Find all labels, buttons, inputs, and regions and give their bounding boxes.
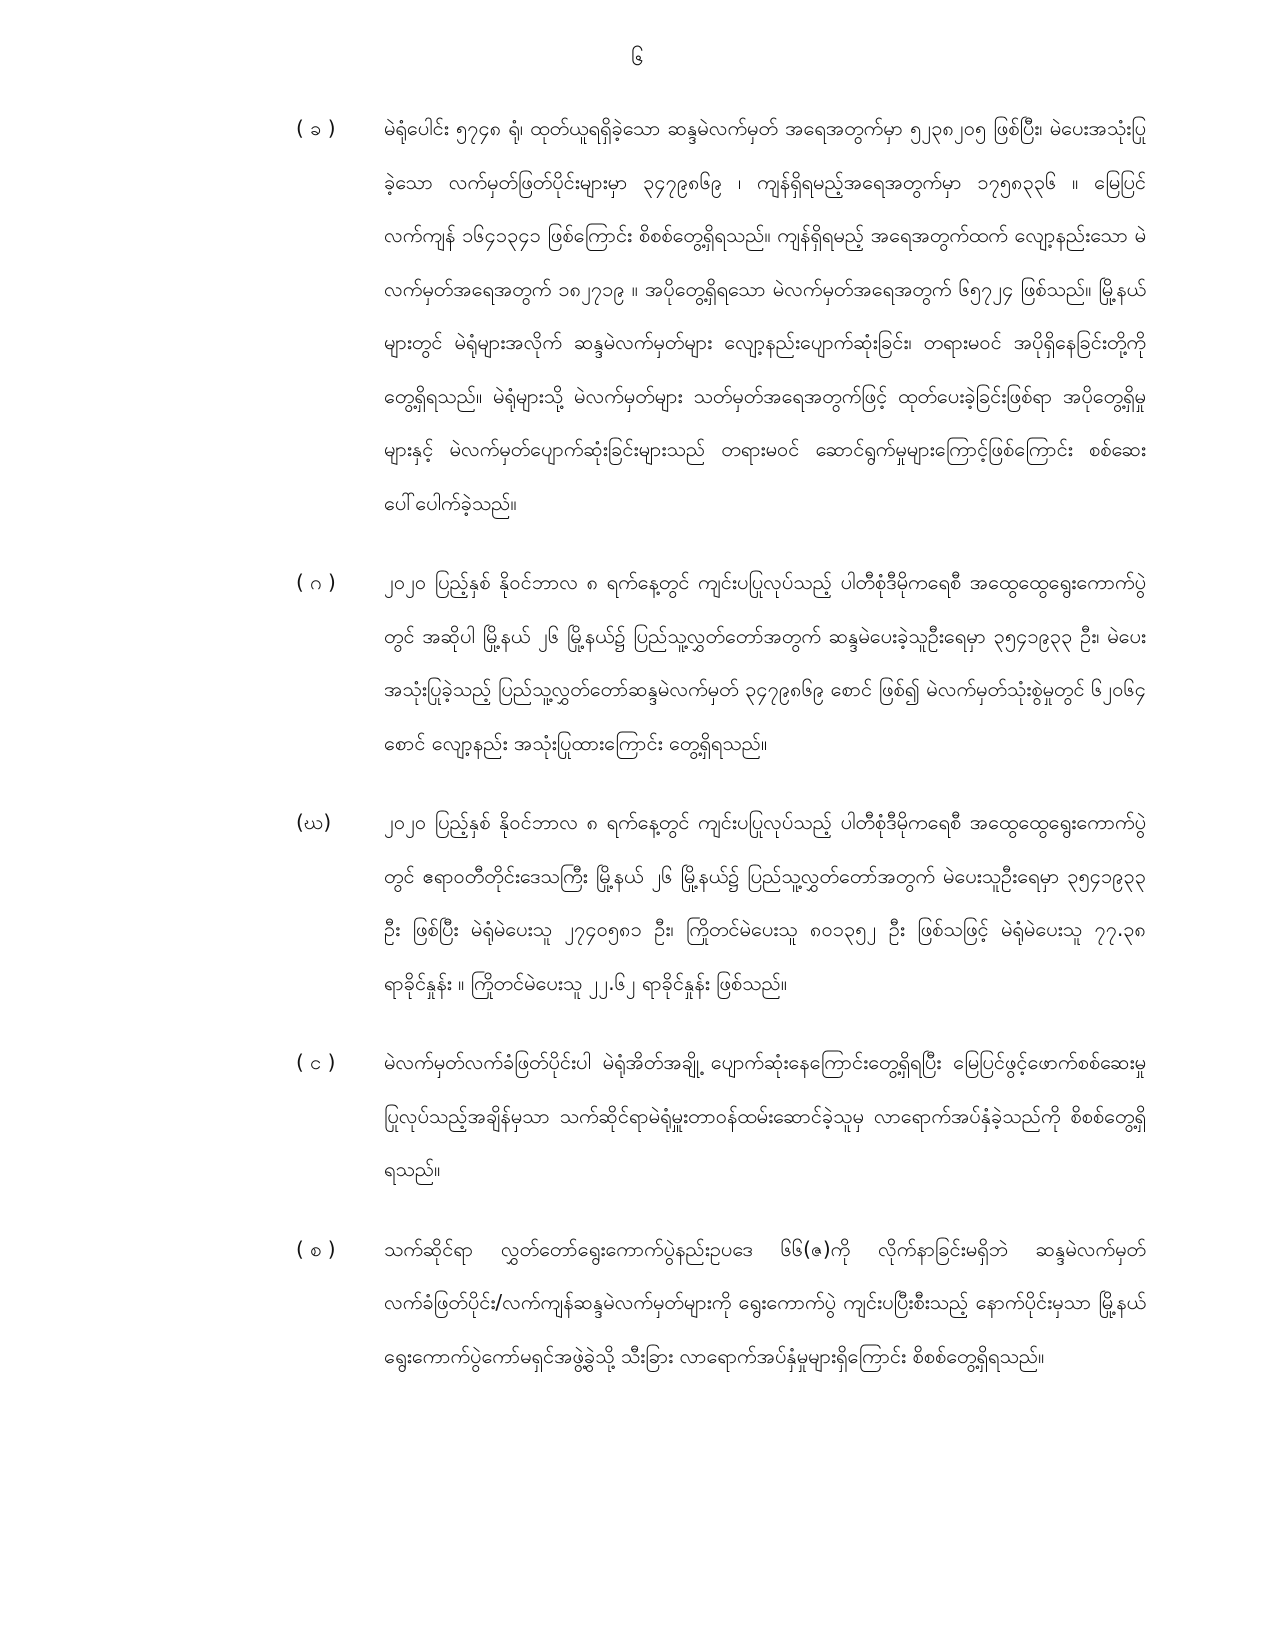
list-item-gha (0, 796, 1275, 1010)
item-label: ( ခ ) (296, 116, 336, 140)
item-paragraph: ၂၀၂၀ ပြည့်နှစ် နိုဝင်ဘာလ ၈ ရက်နေ့တွင် ကျင်းပပြုလုပ်သည့် ပါတီစုံဒီမိုကရေစီ အထွေထွေရွေးကောက်ပွဲတွင် ဧရာဝတီတိုင်းဒေသကြီး မြို့နယ် ၂၆ မြို့နယ်၌ ပြည်သူ့လွှတ်တော်အတွက် မဲပေးသူဦးရေမှာ ၃၅၄၁၉၃၃ ဦး ဖြစ်ပြီး မဲရုံမဲပေးသူ ၂၇၄၀၅၈၁ ဦး၊ ကြိုတင်မဲပေးသူ ၈၀၁၃၅၂ ဦး ဖြစ်သဖြင့် မဲရုံမဲပေးသူ ၇၇.၃၈ ရာခိုင်နှုန်း ။ ကြိုတင်မဲပေးသူ ၂၂.၆၂ ရာခိုင်နှုန်း ဖြစ်သည်။ (384, 810, 1146, 995)
item-label: ( င ) (296, 1050, 336, 1074)
list-item-sa (0, 1223, 1275, 1384)
list-item-kha (0, 102, 1275, 530)
item-paragraph: ၂၀၂၀ ပြည့်နှစ် နိုဝင်ဘာလ ၈ ရက်နေ့တွင် ကျင်းပပြုလုပ်သည့် ပါတီစုံဒီမိုကရေစီ အထွေထွေရွေးကောက်ပွဲတွင် အဆိုပါ မြို့နယ် ၂၆ မြို့နယ်၌ ပြည်သူ့လွှတ်တော်အတွက် ဆန္ဒမဲပေးခဲ့သူဦးရေမှာ ၃၅၄၁၉၃၃ ဦး၊ မဲပေးအသုံးပြုခဲ့သည့် ပြည်သူ့လွှတ်တော်ဆန္ဒမဲလက်မှတ် ၃၄၇၉၈၆၉ စောင် ဖြစ်၍ မဲလက်မှတ်သုံးစွဲမှုတွင် ၆၂၀၆၄ စောင် လျော့နည်း အသုံးပြုထားကြောင်း တွေ့ရှိရသည်။ (384, 570, 1146, 755)
page-number: ၆ (631, 46, 644, 71)
item-label: ( စ ) (296, 1236, 336, 1261)
list-item-nga (0, 1036, 1275, 1197)
item-label: (ဃ) (296, 810, 332, 834)
item-paragraph: မဲလက်မှတ်လက်ခံဖြတ်ပိုင်းပါ မဲရုံအိတ်အချို့ ပျောက်ဆုံးနေကြောင်းတွေ့ရှိရပြီး မြေပြင်ဖွင့်ဖောက်စစ်ဆေးမှု ပြုလုပ်သည့်အချိန်မှသာ သက်ဆိုင်ရာမဲရုံမှူးတာဝန်ထမ်းဆောင်ခဲ့သူမှ လာရောက်အပ်နှံခဲ့သည်ကို စိစစ်တွေ့ရှိရသည်။ (384, 1050, 1146, 1181)
item-label: ( ဂ ) (296, 570, 336, 594)
item-paragraph: မဲရုံပေါင်း ၅၇၄၈ ရုံ၊ ထုတ်ယူရရှိခဲ့သော ဆန္ဒမဲလက်မှတ် အရေအတွက်မှာ ၅၂၃၈၂၀၅ ဖြစ်ပြီး၊ မဲပေးအသုံးပြုခဲ့သော လက်မှတ်ဖြတ်ပိုင်းများမှာ ၃၄၇၉၈၆၉ ၊ ကျန်ရှိရမည့်အရေအတွက်မှာ ၁၇၅၈၃၃၆ ။ မြေပြင်လက်ကျန် ၁၆၄၁၃၄၁ ဖြစ်ကြောင်း စိစစ်တွေ့ရှိရသည်။ ကျန်ရှိရမည့် အရေအတွက်ထက် လျော့နည်းသော မဲလက်မှတ်အရေအတွက် ၁၈၂၇၁၉ ။ အပိုတွေ့ရှိရသော မဲလက်မှတ်အရေအတွက် ၆၅၇၂၄ ဖြစ်သည်။ မြို့နယ်များတွင် မဲရုံများအလိုက် ဆန္ဒမဲလက်မှတ်များ လျော့နည်းပျောက်ဆုံးခြင်း၊ တရားမဝင် အပိုရှိနေခြင်းတို့ကို တွေ့ရှိရသည်။ မဲရုံများသို့ မဲလက်မှတ်များ သတ်မှတ်အရေအတွက်ဖြင့် ထုတ်ပေးခဲ့ခြင်းဖြစ်ရာ အပိုတွေ့ရှိမှုများနှင့် မဲလက်မှတ်ပျောက်ဆုံးခြင်းများသည် တရားမဝင် ဆောင်ရွက်မှုများကြောင့်ဖြစ်ကြောင်း စစ်ဆေးပေါ်ပေါက်ခဲ့သည်။ (384, 116, 1146, 515)
item-paragraph: သက်ဆိုင်ရာ လွှတ်တော်ရွေးကောက်ပွဲနည်းဥပဒေ ၆၆(ဇ)ကို လိုက်နာခြင်းမရှိဘဲ ဆန္ဒမဲလက်မှတ် လက်ခံဖြတ်ပိုင်း/လက်ကျန်ဆန္ဒမဲလက်မှတ်များကို ရွေးကောက်ပွဲ ကျင်းပပြီးစီးသည့် နောက်ပိုင်းမှသာ မြို့နယ်ရွေးကောက်ပွဲကော်မရှင်အဖွဲ့ခွဲသို့ သီးခြား လာရောက်အပ်နှံမှုများရှိကြောင်း စိစစ်တွေ့ရှိရသည်။ (384, 1236, 1146, 1368)
list-item-ga (0, 556, 1275, 770)
item-list (0, 102, 1275, 1409)
